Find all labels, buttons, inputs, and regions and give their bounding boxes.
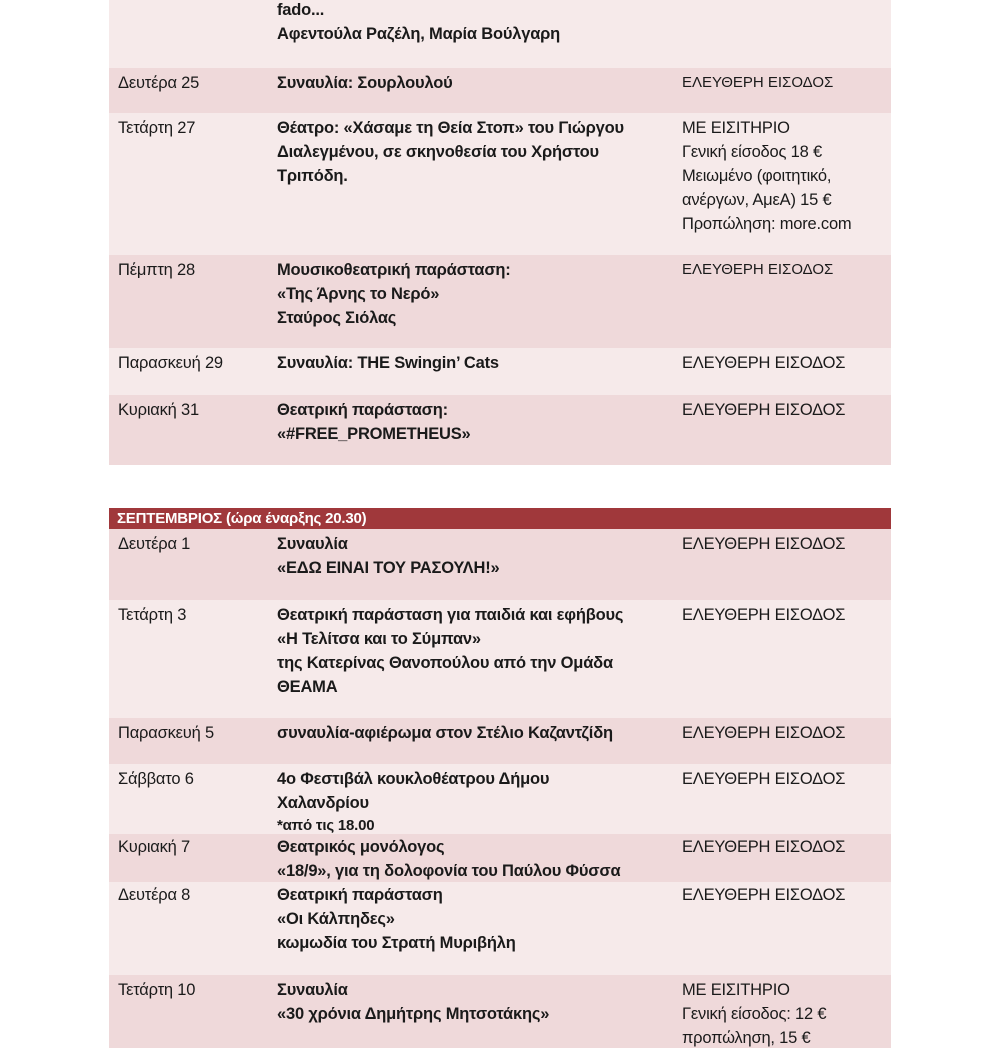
date-cell: Δευτέρα 8 — [118, 886, 191, 904]
event-line: της Κατερίνας Θανοπούλου από την Ομάδα — [277, 654, 613, 672]
entry-line: ΕΛΕΥΘΕΡΗ ΕΙΣΟΔΟΣ — [682, 770, 846, 788]
date-cell: Τετάρτη 3 — [118, 606, 187, 624]
event-line: Συναυλία — [277, 981, 348, 999]
event-line: Συναυλία: Σουρλουλού — [277, 74, 453, 92]
event-line: Μουσικοθεατρική παράσταση: — [277, 261, 511, 279]
entry-line: Γενική είσοδος 18 € — [682, 143, 822, 161]
date-cell: Τετάρτη 10 — [118, 981, 196, 999]
event-line: Αφεντούλα Ραζέλη, Μαρία Βούλγαρη — [277, 25, 561, 43]
event-cell — [277, 603, 677, 699]
event-line: «18/9», για τη δολοφονία του Παύλου Φύσσα — [277, 862, 621, 880]
date-cell: Δευτέρα 25 — [118, 74, 200, 92]
entry-cell — [682, 116, 887, 236]
event-line: Σταύρος Σιόλας — [277, 309, 397, 327]
event-line: «#FREE_PROMETHEUS» — [277, 425, 471, 443]
table-row — [109, 0, 891, 68]
entry-line: προπώληση, 15 € — [682, 1029, 811, 1047]
entry-cell — [682, 721, 887, 745]
event-cell — [277, 0, 677, 46]
event-line: Θέατρο: «Χάσαμε τη Θεία Στοπ» του Γιώργου — [277, 119, 624, 137]
date-cell: Τετάρτη 27 — [118, 119, 196, 137]
event-cell — [277, 398, 677, 446]
event-line: fado... — [277, 1, 325, 19]
event-cell — [277, 258, 677, 330]
event-line: Θεατρική παράσταση για παιδιά και εφήβους — [277, 606, 624, 624]
entry-cell — [682, 398, 887, 422]
entry-cell — [682, 603, 887, 627]
entry-line: ΜΕ ΕΙΣΙΤΗΡΙΟ — [682, 981, 790, 999]
date-cell: Δευτέρα 1 — [118, 535, 191, 553]
event-line: Χαλανδρίου — [277, 794, 369, 812]
entry-line: ΕΛΕΥΘΕΡΗ ΕΙΣΟΔΟΣ — [682, 74, 834, 91]
event-line: κωμωδία του Στρατή Μυριβήλη — [277, 934, 516, 952]
entry-line: ΜΕ ΕΙΣΙΤΗΡΙΟ — [682, 119, 790, 137]
event-line: Θεατρική παράσταση — [277, 886, 443, 904]
event-line: «30 χρόνια Δημήτρης Μητσοτάκης» — [277, 1005, 550, 1023]
table-row — [109, 834, 891, 882]
entry-cell — [682, 532, 887, 556]
table-row — [109, 600, 891, 718]
event-line: Τριπόδη. — [277, 167, 348, 185]
entry-line: ΕΛΕΥΘΕΡΗ ΕΙΣΟΔΟΣ — [682, 261, 834, 278]
event-cell — [277, 71, 677, 95]
table-row — [109, 113, 891, 255]
entry-cell — [682, 71, 887, 95]
event-line: «Της Άρνης το Νερό» — [277, 285, 440, 303]
date-cell: Κυριακή 7 — [118, 838, 191, 856]
event-cell — [277, 532, 677, 580]
date-cell: Κυριακή 31 — [118, 401, 199, 419]
table-row — [109, 529, 891, 600]
event-cell — [277, 767, 677, 837]
entry-line: ΕΛΕΥΘΕΡΗ ΕΙΣΟΔΟΣ — [682, 724, 846, 742]
date-cell: Σάββατο 6 — [118, 770, 194, 788]
entry-cell — [682, 835, 887, 859]
event-line: Διαλεγμένου, σε σκηνοθεσία του Χρήστου — [277, 143, 599, 161]
entry-line: ΕΛΕΥΘΕΡΗ ΕΙΣΟΔΟΣ — [682, 535, 846, 553]
event-line: Θεατρική παράσταση: — [277, 401, 448, 419]
table-row — [109, 718, 891, 764]
entry-line: ανέργων, ΑμεΑ) 15 € — [682, 191, 832, 209]
event-cell — [277, 351, 677, 375]
entry-line: ΕΛΕΥΘΕΡΗ ΕΙΣΟΔΟΣ — [682, 401, 846, 419]
date-cell: Παρασκευή 29 — [118, 354, 223, 372]
event-cell — [277, 835, 677, 883]
event-line: ΘΕΑΜΑ — [277, 678, 338, 696]
event-cell — [277, 116, 677, 188]
time-note: *από τις 18.00 — [277, 817, 375, 834]
date-cell: Πέμπτη 28 — [118, 261, 195, 279]
entry-line: Μειωμένο (φοιτητικό, — [682, 167, 832, 185]
event-cell — [277, 883, 677, 955]
entry-line: ΕΛΕΥΘΕΡΗ ΕΙΣΟΔΟΣ — [682, 838, 846, 856]
table-row — [109, 764, 891, 834]
entry-line: ΕΛΕΥΘΕΡΗ ΕΙΣΟΔΟΣ — [682, 606, 846, 624]
event-cell — [277, 978, 677, 1026]
event-cell — [277, 721, 677, 745]
table-row — [109, 348, 891, 395]
event-line: συναυλία-αφιέρωμα στον Στέλιο Καζαντζίδη — [277, 724, 613, 742]
date-cell: Παρασκευή 5 — [118, 724, 214, 742]
entry-cell — [682, 258, 887, 282]
event-line: 4ο Φεστιβάλ κουκλοθέατρου Δήμου — [277, 770, 550, 788]
table-row — [109, 68, 891, 113]
entry-cell — [682, 351, 887, 375]
month-header: ΣΕΠΤΕΜΒΡΙΟΣ (ώρα έναρξης 20.30) — [109, 508, 891, 529]
table-row — [109, 255, 891, 348]
entry-cell — [682, 767, 887, 791]
entry-cell — [682, 978, 887, 1050]
event-line: Θεατρικός μονόλογος — [277, 838, 445, 856]
entry-line: Γενική είσοδος: 12 € — [682, 1005, 827, 1023]
table-row — [109, 882, 891, 975]
event-line: «ΕΔΩ ΕΙΝΑΙ ΤΟΥ ΡΑΣΟΥΛΗ!» — [277, 559, 500, 577]
event-line: «Οι Κάλπηδες» — [277, 910, 395, 928]
entry-cell — [682, 883, 887, 907]
event-line: Συναυλία — [277, 535, 348, 553]
event-line: Συναυλία: THE Swingin’ Cats — [277, 354, 499, 372]
event-line: «Η Τελίτσα και το Σύμπαν» — [277, 630, 481, 648]
entry-line: ΕΛΕΥΘΕΡΗ ΕΙΣΟΔΟΣ — [682, 886, 846, 904]
table-row — [109, 975, 891, 1048]
entry-line: Προπώληση: more.com — [682, 215, 852, 233]
table-row — [109, 395, 891, 465]
entry-line: ΕΛΕΥΘΕΡΗ ΕΙΣΟΔΟΣ — [682, 354, 846, 372]
